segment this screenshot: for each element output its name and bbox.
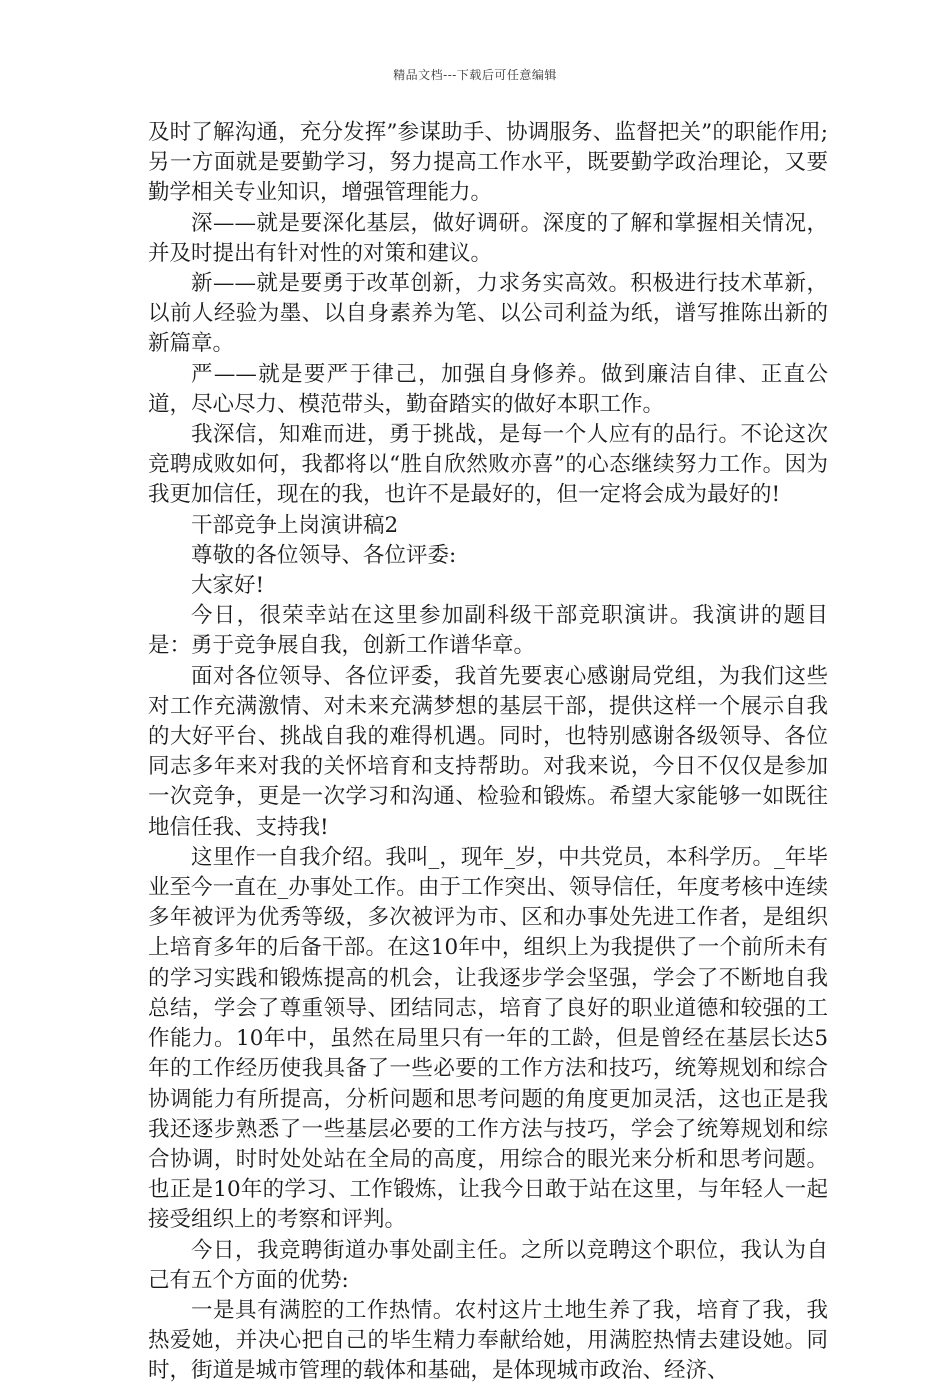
paragraph: 严——就是要严于律己，加强自身修养。做到廉洁自律、正直公道，尽心尽力、模范带头，勤奋踏实的做好本职工作。 [148, 361, 828, 417]
paragraph: 今日，很荣幸站在这里参加副科级干部竞职演讲。我演讲的题目是：勇于竞争展自我，创新工作谱华章。 [148, 603, 828, 659]
greeting: 大家好! [191, 573, 265, 599]
document-body [148, 118, 828, 1387]
paragraph: 深——就是要深化基层，做好调研。深度的了解和掌握相关情况，并及时提出有针对性的对策和建议。 [148, 210, 828, 266]
paragraph: 我深信，知难而进，勇于挑战，是每一个人应有的品行。不论这次竞聘成败如何，我都将以“胜自欣然败亦喜”的心态继续努力工作。因为我更加信任，现在的我，也许不是最好的，但一定将会成为最好的! [148, 422, 828, 508]
section-title: 干部竞争上岗演讲稿2 [191, 512, 399, 538]
paragraph: 一是具有满腔的工作热情。农村这片土地生养了我，培育了我，我热爱她，并决心把自己的毕生精力奉献给她，用满腔热情去建设她。同时，街道是城市管理的载体和基础，是体现城市政治、经济、 [148, 1297, 828, 1384]
paragraph: 面对各位领导、各位评委，我首先要衷心感谢局党组，为我们这些对工作充满激情、对未来充满梦想的基层干部，提供这样一个展示自我的大好平台、挑战自我的难得机遇。同时，也特别感谢各级领导、各位同志多年来对我的关怀培育和支持帮助。对我来说，今日不仅仅是参加一次竞争，更是一次学习和沟通、检验和锻炼。希望大家能够一如既往地信任我、支持我! [148, 663, 828, 840]
paragraph: 及时了解沟通，充分发挥”参谋助手、协调服务、监督把关”的职能作用;另一方面就是要勤学习，努力提高工作水平，既要勤学政治理论，又要勤学相关专业知识，增强管理能力。 [148, 120, 828, 206]
paragraph: 今日，我竞聘街道办事处副主任。之所以竞聘这个职位，我认为自己有五个方面的优势: [148, 1237, 828, 1293]
salutation: 尊敬的各位领导、各位评委: [191, 542, 457, 568]
paragraph: 这里作一自我介绍。我叫_，现年_岁，中共党员，本科学历。_年毕业至今一直在_办事处工作。由于工作突出、领导信任，年度考核中连续多年被评为优秀等级，多次被评为市、区和办事处先进工作者，是组织上培育多年的后备干部。在这10年中，组织上为我提供了一个前所未有的学习实践和锻炼提高的机会，让我逐步学会坚强，学会了不断地自我总结，学会了尊重领导、团结同志，培育了良好的职业道德和较强的工作能力。10年中，虽然在局里只有一年的工龄，但是曾经在基层长达5年的工作经历使我具备了一些必要的工作方法和技巧，统筹规划和综合协调能力有所提高，分析问题和思考问题的角度更加灵活，这也正是我我还逐步熟悉了一些基层必要的工作方法与技巧，学会了统筹规划和综合协调，时时处处站在全局的高度，用综合的眼光来分析和思考问题。也正是10年的学习、工作锻炼，让我今日敢于站在这里，与年轻人一起接受组织上的考察和评判。 [148, 844, 828, 1233]
paragraph: 新——就是要勇于改革创新，力求务实高效。积极进行技术革新，以前人经验为墨、以自身素养为笔、以公司利益为纸，谱写推陈出新的新篇章。 [148, 271, 828, 357]
page-header: 精品文档---下载后可任意编辑 [393, 68, 557, 82]
